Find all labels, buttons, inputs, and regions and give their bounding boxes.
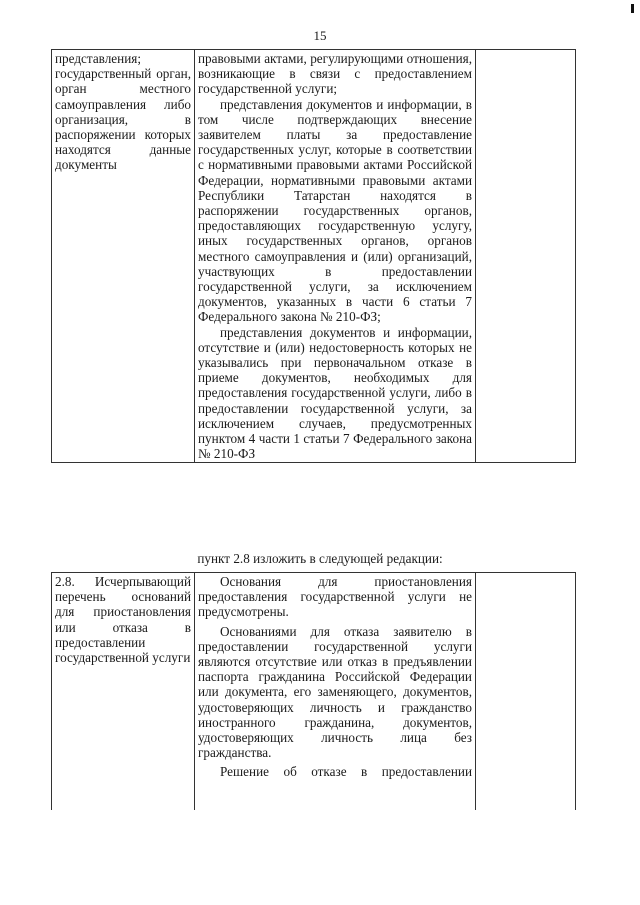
paragraph-3: представления документов и информации, отсутствие и (или) недостоверность которых не указывались при первоначальном отказе в приеме документов, необходимых для предоставления государственной услуги, либо в предоставлении государственной услуги, за исключением случаев, предусмотренных пунктом 4 части 1 статьи 7 Федерального закона № 210-ФЗ bbox=[198, 324, 472, 462]
cell-subject bbox=[52, 50, 195, 463]
table-row bbox=[52, 50, 576, 463]
cell-text: представления; государственный орган, орган местного самоуправления либо организация, в распоряжении которых находятся данные документы bbox=[55, 51, 191, 173]
regulation-table-continued bbox=[51, 49, 576, 463]
regulation-table-new bbox=[51, 572, 576, 810]
cell-content bbox=[195, 50, 476, 463]
paragraph-1: правовыми актами, регулирующими отношения, возникающие в связи с предоставлением государственной услуги; bbox=[198, 51, 472, 97]
cell-text: 2.8. Исчерпывающий перечень оснований для приостановления или отказа в предоставлении государственной услуги bbox=[55, 574, 191, 666]
page-number: 15 bbox=[313, 28, 327, 43]
scan-corner-mark bbox=[631, 4, 634, 13]
paragraph-1: Основания для приостановления предоставления государственной услуги не предусмотрены. bbox=[198, 574, 472, 620]
cell-notes bbox=[476, 573, 576, 811]
cell-subject bbox=[52, 573, 195, 811]
cell-content bbox=[195, 573, 476, 811]
paragraph-2: представления документов и информации, в том числе подтверждающих внесение заявителем платы за предоставление государственных услуг, которые в соответствии с нормативными правовыми актами Российской Федерации, нормативными правовыми актами Республики Татарстан находятся в распоряжении государственных органов, предоставляющих государственную услугу, иных государственных органов, органов местного самоуправления и (или) организаций, участвующих в предоставлении государственной услуги, за исключением документов, указанных в части 6 статьи 7 Федерального закона № 210-ФЗ; bbox=[198, 96, 472, 325]
paragraph-3: Решение об отказе в предоставлении bbox=[220, 764, 472, 780]
cell-notes bbox=[476, 50, 576, 463]
table-row bbox=[52, 573, 576, 811]
amendment-instruction: пункт 2.8 изложить в следующей редакции: bbox=[197, 551, 443, 566]
paragraph-2: Основаниями для отказа заявителю в предоставлении государственной услуги являются отсутствие или отказ в предъявлении паспорта гражданина Российской Федерации или документа, его заменяющего, документов, удостоверяющих личность и гражданство иностранного гражданина, документов, удостоверяющих личность лица без гражданства. bbox=[198, 623, 472, 761]
